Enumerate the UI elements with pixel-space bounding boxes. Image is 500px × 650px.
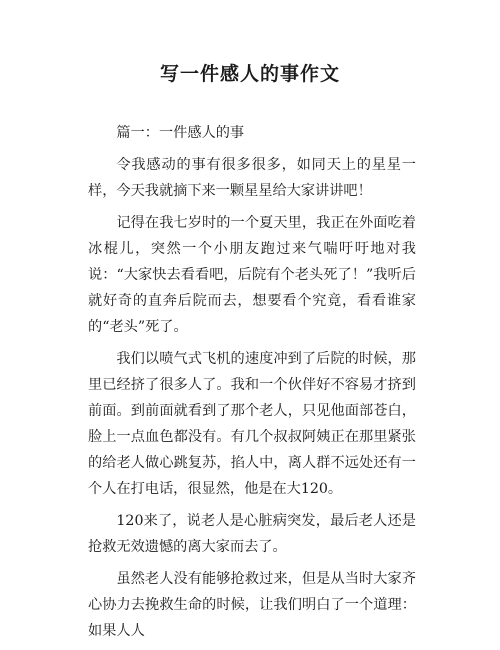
- document-title: 写一件感人的事作文: [159, 63, 340, 85]
- paragraph: 虽然老人没有能够抢救过来，但是从当时大家齐心协力去挽救生命的时候，让我们明白了一个道理：如果人人: [88, 571, 416, 639]
- paragraph: 令我感动的事有很多很多，如同天上的星星一样，今天我就摘下来一颗星星给大家讲讲吧！: [88, 157, 416, 199]
- section-heading: 篇一：一件感人的事: [116, 125, 245, 141]
- document-body: [88, 120, 416, 650]
- paragraph: 记得在我七岁时的一个夏天里，我正在外面吃着冰棍儿，突然一个小朋友跑过来气喘吁吁地对我说：“大家快去看看吧，后院有个老头死了！”我听后就好奇的直奔后院而去，想要看个究竟，看看谁家的“老头”死了。: [88, 215, 416, 335]
- paragraph: 120来了，说老人是心脏病突发，最后老人还是抢救无效遗憾的离大家而去了。: [88, 513, 416, 555]
- paragraph: 我们以喷气式飞机的速度冲到了后院的时候，那里已经挤了很多人了。我和一个伙伴好不容易才挤到前面。到前面就看到了那个老人，只见他面部苍白，脸上一点血色都没有。有几个叔叔阿姨正在那里紧张的给老人做心跳复苏，掐人中，离人群不远处还有一个人在打电话，很显然，他是在大120。: [88, 351, 416, 497]
